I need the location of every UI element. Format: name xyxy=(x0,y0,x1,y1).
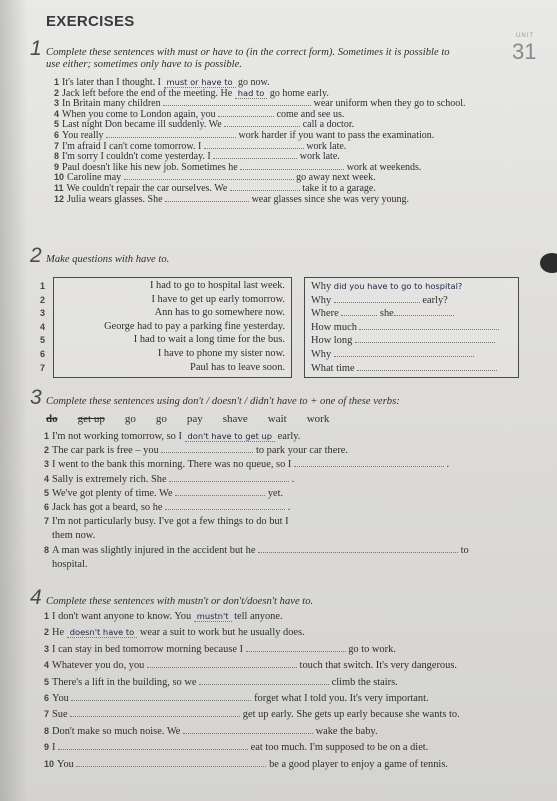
statement-text: George had to pay a parking fine yesterday. xyxy=(104,320,285,332)
s3-item xyxy=(44,501,290,514)
s3-item xyxy=(44,487,283,500)
answer-blank[interactable] xyxy=(199,676,329,685)
verb-option: go xyxy=(124,413,136,425)
sentence-end: forget what I told you. It's very important. xyxy=(251,693,429,704)
item-number: 5 xyxy=(44,487,50,498)
item-number: 3 xyxy=(44,459,50,470)
page-title: EXERCISES xyxy=(46,13,135,30)
verb-list xyxy=(46,413,349,425)
s2-question xyxy=(311,307,454,320)
answer-blank[interactable] xyxy=(58,741,248,750)
item-number: 1 xyxy=(44,431,50,441)
statement-number xyxy=(40,334,48,347)
s4-item xyxy=(44,692,429,705)
s2-question xyxy=(311,362,497,375)
item-number: 7 xyxy=(40,362,46,373)
s2-question xyxy=(311,321,499,334)
question-end: she xyxy=(377,308,394,320)
item-number: 6 xyxy=(54,130,60,140)
item-number: 4 xyxy=(44,473,50,484)
statement-text: I had to go to hospital last week. xyxy=(149,280,285,291)
question-word: Why xyxy=(311,281,334,292)
s2-statement xyxy=(158,348,285,360)
s3-item xyxy=(44,458,449,471)
answer-blank[interactable] xyxy=(71,692,251,701)
item-number: 6 xyxy=(44,502,50,512)
section-3-instruction: Complete these sentences using don't / doesn't / didn't have to + one of these verbs: xyxy=(46,396,400,407)
question-word: Why xyxy=(311,294,334,306)
item-number: 11 xyxy=(54,183,64,193)
handwritten-answer: did you have to go to hospital? xyxy=(333,281,463,291)
item-number: 10 xyxy=(54,172,65,183)
page-shadow xyxy=(0,0,28,801)
sentence-start: them now. xyxy=(52,530,96,542)
sentence-end: work at weekends. xyxy=(344,161,422,173)
answer-blank[interactable] xyxy=(294,458,444,467)
answer-blank[interactable] xyxy=(224,118,300,127)
sentence-start: A man was slightly injured in the accident but he xyxy=(52,544,259,556)
s4-item xyxy=(44,676,398,689)
section-1-number: 1 xyxy=(30,37,42,60)
sentence-start: There's a lift in the building, so we xyxy=(52,676,200,688)
sentence-end: . xyxy=(443,459,450,471)
s3-item xyxy=(44,515,289,528)
item-number: 7 xyxy=(54,140,60,151)
item-number: 5 xyxy=(44,676,50,687)
answer-blank[interactable] xyxy=(394,307,454,316)
question-word: How much xyxy=(311,321,360,333)
sentence-start: We couldn't repair the car ourselves. We xyxy=(66,183,230,194)
question-end: early? xyxy=(419,294,448,306)
sentence-start: We've got plenty of time. We xyxy=(52,487,176,499)
sentence-end: get up early. She gets up early because she wants to. xyxy=(240,709,460,721)
item-number: 3 xyxy=(44,643,50,654)
item-number: 7 xyxy=(44,516,50,527)
answer-blank[interactable] xyxy=(359,321,499,330)
item-number: 6 xyxy=(44,693,50,703)
s3-item xyxy=(44,529,95,542)
sentence-start: hospital. xyxy=(52,558,88,570)
s4-item xyxy=(44,741,428,754)
s3-item xyxy=(44,430,300,443)
sentence-start: Don't make so much noise. We xyxy=(52,725,184,737)
handwritten-answer: doesn't have to xyxy=(67,627,138,638)
handwritten-answer: had to xyxy=(235,88,268,99)
answer-blank[interactable] xyxy=(258,544,458,553)
statement-number xyxy=(40,362,48,375)
item-number: 8 xyxy=(44,544,50,555)
item-number: 8 xyxy=(44,725,50,736)
s2-statement xyxy=(190,362,285,374)
item-number: 1 xyxy=(40,281,46,291)
answer-blank[interactable] xyxy=(230,182,300,191)
s2-statement xyxy=(150,280,285,292)
answer-blank[interactable] xyxy=(70,708,240,717)
statement-number xyxy=(40,321,48,334)
sentence-start: I can stay in bed tomorrow morning because I xyxy=(52,643,246,655)
statement-number xyxy=(40,348,48,361)
statements-box xyxy=(53,277,292,378)
s2-question xyxy=(311,294,448,307)
sentence-start: You really xyxy=(62,130,106,141)
sentence-start: Sally is extremely rich. She xyxy=(52,473,170,485)
item-number: 2 xyxy=(54,87,60,98)
answer-blank[interactable] xyxy=(355,334,495,343)
sentence-end: work harder if you want to pass the examination. xyxy=(236,130,435,141)
statement-number xyxy=(40,307,48,320)
item-number: 8 xyxy=(54,151,60,162)
answer-blank[interactable] xyxy=(169,473,289,482)
item-number: 3 xyxy=(40,308,46,319)
s2-question xyxy=(311,334,495,347)
item-number: 10 xyxy=(44,758,55,769)
answer-blank[interactable] xyxy=(161,444,253,453)
sentence-end: call a doctor. xyxy=(300,119,355,131)
sentence-end: wear a suit to work but he usually does. xyxy=(137,627,305,639)
sentence-start: He xyxy=(52,627,67,639)
item-number: 4 xyxy=(54,108,60,119)
sentence-end: eat too much. I'm supposed to be on a diet. xyxy=(248,742,429,754)
sentence-end: go home early. xyxy=(267,87,329,99)
sentence-end: wear uniform when they go to school. xyxy=(311,98,466,110)
answer-blank[interactable] xyxy=(334,348,474,357)
sentence-start: It's later than I thought. I xyxy=(62,77,164,88)
sentence-end: climb the stairs. xyxy=(329,676,398,688)
answer-blank[interactable] xyxy=(246,643,346,652)
sentence-end: to xyxy=(458,544,469,556)
sentence-end: go to work. xyxy=(345,643,396,655)
item-number: 1 xyxy=(54,77,60,87)
answer-blank[interactable] xyxy=(218,108,274,117)
statement-text: I have to get up early tomorrow. xyxy=(151,293,285,305)
verb-option: wait xyxy=(267,413,287,425)
item-number: 5 xyxy=(40,335,46,346)
item-number: 9 xyxy=(44,742,50,753)
unit-number: 31 xyxy=(512,39,537,64)
s4-item xyxy=(44,643,396,656)
verb-option: go xyxy=(155,413,167,425)
sentence-start: I xyxy=(52,742,59,754)
sentence-start: You xyxy=(52,693,72,704)
answer-blank[interactable] xyxy=(163,97,311,106)
item-number: 1 xyxy=(44,611,50,621)
sentence-end: wear glasses since she was very young. xyxy=(249,193,410,205)
sentence-start: Whatever you do, you xyxy=(52,660,147,672)
sentence-end: take it to a garage. xyxy=(299,183,376,194)
sentence-start: I went to the bank this morning. There was no queue, so I xyxy=(52,459,294,471)
question-word: How long xyxy=(311,335,355,347)
sentence-start: In Britain many children xyxy=(62,98,164,110)
sentence-start: I'm not working tomorrow, so I xyxy=(52,431,185,442)
sentence-end: go now. xyxy=(235,77,270,88)
s4-item xyxy=(44,758,448,771)
verb-option: shave xyxy=(222,413,248,425)
handwritten-answer: mustn't xyxy=(194,611,232,622)
section-2-instruction: Make questions with have to. xyxy=(46,254,170,265)
statement-number xyxy=(40,294,48,307)
s3-item xyxy=(44,444,348,457)
s4-item xyxy=(44,610,283,623)
sentence-end: go away next week. xyxy=(293,172,376,184)
answer-blank[interactable] xyxy=(357,362,497,371)
sentence-start: I'm not particularly busy. I've got a few things to do but I xyxy=(52,516,289,528)
verb-option: work xyxy=(306,413,330,425)
s2-question xyxy=(311,348,474,361)
item-number: 7 xyxy=(44,709,50,720)
s3-item xyxy=(44,558,88,571)
sentence-end: be a good player to enjoy a game of tennis. xyxy=(266,758,448,770)
sentence-end: work late. xyxy=(303,140,347,152)
item-number: 4 xyxy=(40,321,46,332)
verb-option: do xyxy=(46,413,58,425)
section-4-number: 4 xyxy=(30,586,42,609)
sentence-start: Sue xyxy=(52,709,71,721)
item-number: 5 xyxy=(54,119,60,130)
sentence-end: to park your car there. xyxy=(253,445,348,457)
sentence-end: tell anyone. xyxy=(231,611,283,622)
s4-item xyxy=(44,659,457,672)
section-1-instruction-2: use either; sometimes only have to is possible. xyxy=(46,59,242,70)
sentence-end: touch that switch. It's very dangerous. xyxy=(296,660,457,672)
s3-item xyxy=(44,473,294,486)
unit-label: UNIT xyxy=(516,33,534,39)
sentence-end: wake the baby. xyxy=(313,725,378,737)
item-number: 2 xyxy=(44,627,50,638)
sentence-start: You xyxy=(57,758,77,770)
s4-item xyxy=(44,626,305,639)
statement-text: I had to wait a long time for the bus. xyxy=(133,334,285,346)
sentence-end: . xyxy=(285,502,291,513)
section-4-instruction: Complete these sentences with mustn't or don't/doesn't have to. xyxy=(46,596,314,607)
s2-statement xyxy=(152,294,286,306)
answer-blank[interactable] xyxy=(341,307,377,316)
answer-blank[interactable] xyxy=(213,150,297,159)
questions-box xyxy=(304,277,519,378)
section-3-number: 3 xyxy=(30,386,42,409)
sentence-start: Jack has got a beard, so he xyxy=(52,502,166,513)
item-number: 3 xyxy=(54,98,60,109)
item-number: 6 xyxy=(40,349,46,359)
page-mark xyxy=(540,253,557,273)
sentence-start: Last night Don became ill suddenly. We xyxy=(62,119,225,131)
answer-blank[interactable] xyxy=(165,193,249,202)
sentence-end: early. xyxy=(275,431,301,442)
sentence-start: Paul doesn't like his new job. Sometimes he xyxy=(62,161,241,173)
sentence-start: When you come to London again, you xyxy=(62,108,219,120)
answer-blank[interactable] xyxy=(204,140,304,149)
sentence-start: I don't want anyone to know. You xyxy=(52,611,194,622)
answer-blank[interactable] xyxy=(240,161,344,170)
statement-text: Ann has to go somewhere now. xyxy=(154,307,285,319)
sentence-start: I'm afraid I can't come tomorrow. I xyxy=(62,140,204,152)
verb-option: pay xyxy=(186,413,203,425)
s2-statement xyxy=(155,307,285,319)
sentence-end: . xyxy=(289,473,295,485)
sentence-end: work late. xyxy=(297,151,340,163)
sentence-start: Caroline may xyxy=(67,172,124,184)
statement-text: Paul has to leave soon. xyxy=(190,361,285,373)
answer-blank[interactable] xyxy=(334,294,420,303)
item-number: 2 xyxy=(40,294,46,305)
s4-item xyxy=(44,708,460,721)
section-1-instruction: Complete these sentences with must or have to (in the correct form). Sometimes it is possible to xyxy=(46,47,450,58)
statement-text: I have to phone my sister now. xyxy=(157,348,285,359)
s4-item xyxy=(44,725,378,738)
answer-blank[interactable] xyxy=(124,171,294,180)
item-number: 4 xyxy=(44,660,50,671)
item-number: 12 xyxy=(54,193,65,204)
s1-item xyxy=(54,193,409,206)
section-2-number: 2 xyxy=(30,244,42,267)
question-word: Where xyxy=(311,308,342,320)
verb-option: get up xyxy=(77,413,105,425)
sentence-start: The car park is free – you xyxy=(52,445,162,457)
item-number: 2 xyxy=(44,445,50,456)
s3-item xyxy=(44,544,469,557)
question-word: Why xyxy=(311,349,334,360)
s2-statement xyxy=(104,321,285,333)
s2-question xyxy=(311,280,462,293)
sentence-end: come and see us. xyxy=(274,108,345,120)
statement-number xyxy=(40,280,48,293)
sentence-start: Jack left before the end of the meeting. He xyxy=(62,87,235,99)
handwritten-answer: don't have to get up xyxy=(185,431,276,442)
sentence-start: Julia wears glasses. She xyxy=(67,193,166,205)
question-word: What time xyxy=(311,362,358,374)
answer-blank[interactable] xyxy=(165,501,285,510)
sentence-end: yet. xyxy=(265,487,284,499)
item-number: 9 xyxy=(54,161,60,172)
answer-blank[interactable] xyxy=(175,487,265,496)
answer-blank[interactable] xyxy=(147,659,297,668)
handwritten-answer: must or have to xyxy=(164,77,236,88)
sentence-start: I'm sorry I couldn't come yesterday. I xyxy=(62,151,214,163)
s2-statement xyxy=(134,334,285,346)
answer-blank[interactable] xyxy=(183,725,313,734)
answer-blank[interactable] xyxy=(76,758,266,767)
answer-blank[interactable] xyxy=(106,129,236,138)
